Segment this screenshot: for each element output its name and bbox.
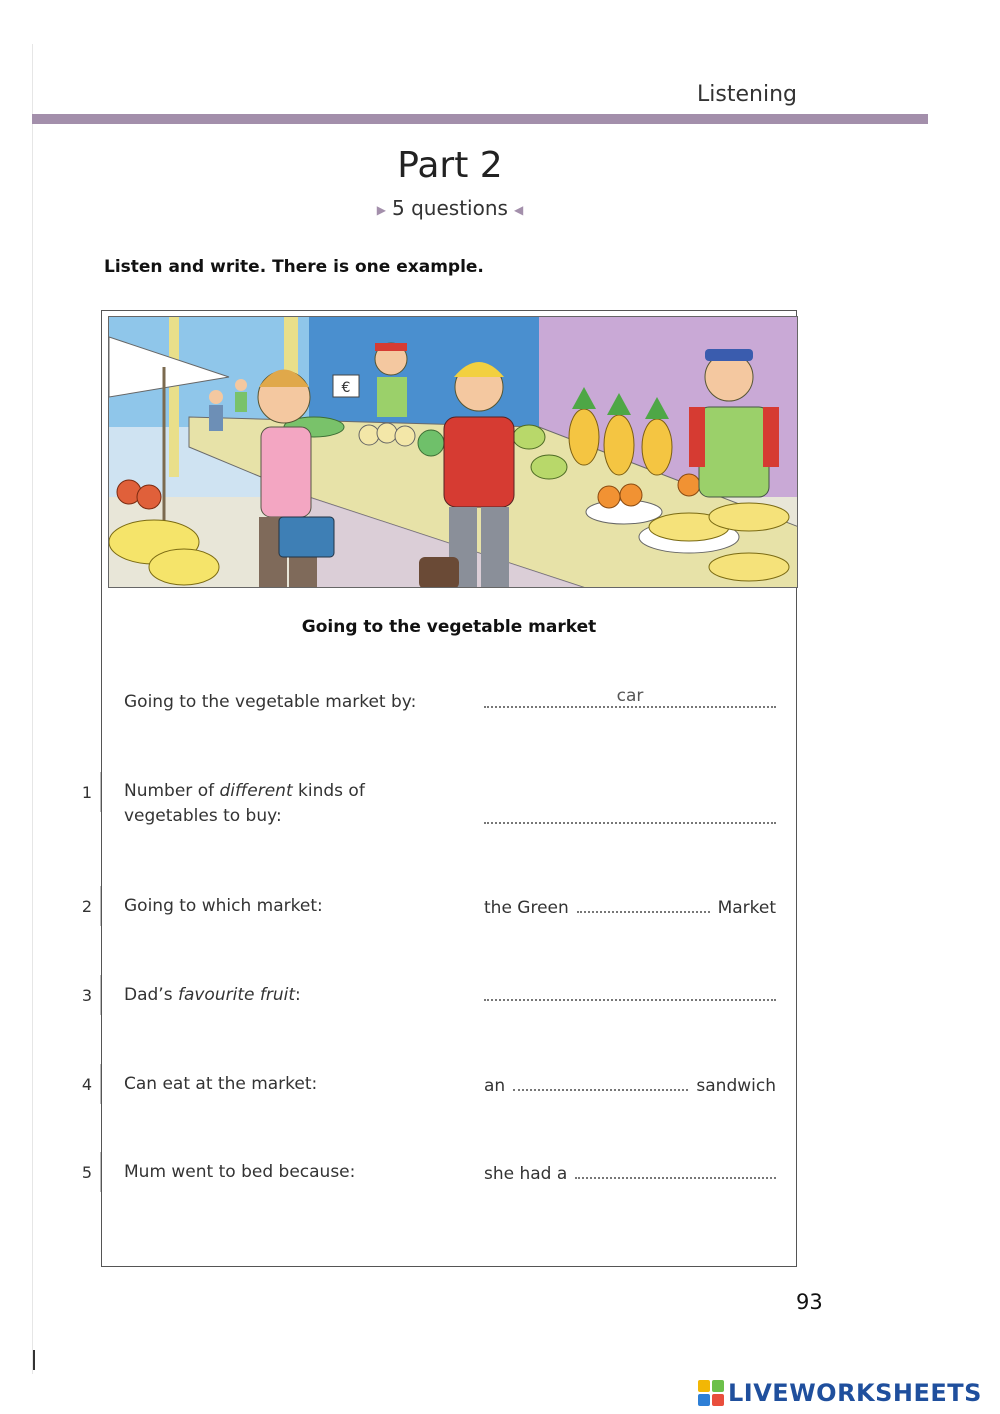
question-text: Going to which market: (124, 896, 323, 916)
example-label: Going to the vegetable market by: (124, 692, 417, 712)
instruction: Listen and write. There is one example. (104, 257, 484, 277)
question-text-part: Dad’s (124, 985, 178, 1005)
answer-input-5[interactable] (575, 1163, 776, 1179)
question-text-part: kinds of (292, 781, 365, 801)
question-text-part: Number of (124, 781, 220, 801)
question-number: 3 (81, 986, 92, 1005)
answer-input-1[interactable] (484, 808, 776, 824)
answer-line-1 (484, 808, 776, 824)
answer-line-3 (484, 985, 776, 1001)
box-title: Going to the vegetable market (301, 617, 597, 637)
logo-square (698, 1394, 710, 1406)
answer-prefix: the Green (484, 898, 569, 918)
answer-input-4[interactable] (513, 1075, 688, 1091)
example-answer: car (616, 686, 644, 706)
answer-line-5 (484, 1163, 776, 1184)
price-sign-label: € (341, 380, 351, 396)
question-number: 1 (81, 783, 92, 802)
answer-prefix: she had a (484, 1164, 568, 1184)
question-rule (100, 1152, 101, 1192)
question-number: 2 (81, 897, 92, 916)
question-text-part: : (295, 985, 301, 1005)
question-number: 4 (81, 1075, 92, 1094)
question-rule (100, 1064, 101, 1104)
example-dots (484, 686, 776, 708)
section-label: Listening (697, 82, 797, 107)
question-text: Can eat at the market: (124, 1074, 318, 1094)
question-text-part: vegetables to buy: (124, 806, 282, 826)
part-subtitle (0, 196, 900, 220)
page-number: 93 (796, 1290, 823, 1314)
question-text (124, 983, 301, 1008)
question-text-italic: different (219, 781, 293, 801)
answer-suffix: Market (717, 898, 776, 918)
logo-grid-icon (698, 1380, 724, 1406)
answer-prefix: an (484, 1076, 506, 1096)
liveworksheets-logo (698, 1379, 982, 1407)
question-number: 5 (81, 1163, 92, 1182)
question-rule (100, 772, 101, 812)
right-arrow-icon: ▶ (376, 202, 387, 217)
margin-mark (33, 1350, 35, 1370)
market-illustration (108, 316, 798, 588)
answer-input-2[interactable] (577, 897, 710, 913)
logo-square (698, 1380, 710, 1392)
left-arrow-icon: ◀ (513, 202, 524, 217)
question-text-italic: favourite fruit (177, 985, 295, 1005)
answer-suffix: sandwich (696, 1076, 776, 1096)
answer-line-4 (484, 1075, 776, 1096)
question-text (124, 779, 365, 829)
logo-square (712, 1380, 724, 1392)
header-bar (32, 114, 928, 124)
logo-square (712, 1394, 724, 1406)
part-title: Part 2 (397, 145, 503, 186)
example-answer-line (484, 686, 776, 708)
question-rule (100, 886, 101, 926)
logo-text: LIVEWORKSHEETS (728, 1379, 982, 1407)
answer-input-3[interactable] (484, 985, 776, 1001)
question-rule (100, 975, 101, 1015)
question-text: Mum went to bed because: (124, 1162, 356, 1182)
page-edge (32, 44, 33, 1374)
question-count: 5 questions (392, 196, 508, 220)
answer-line-2 (484, 897, 776, 918)
